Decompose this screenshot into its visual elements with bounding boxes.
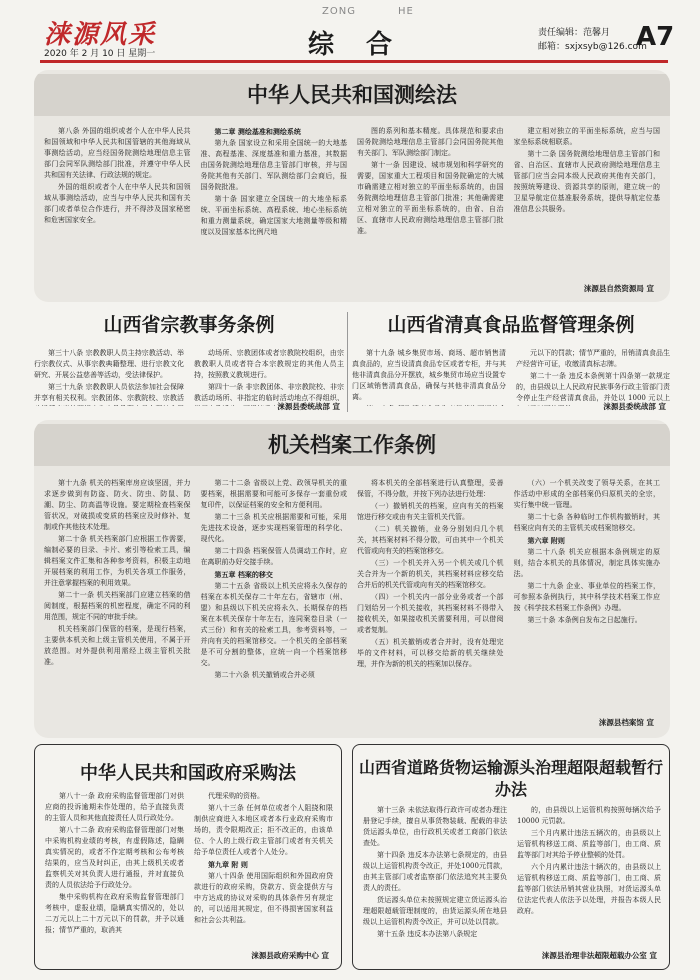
- article-procurement: [34, 744, 342, 970]
- article-byline: 涞源县自然资源局 宣: [583, 284, 654, 293]
- article-paragraph: （一）撤销机关的档案，应向有关的档案馆进行移交或由有关主管机关代管。: [357, 502, 504, 521]
- article-paragraph: 第二十一条 违反本条例第十四条第一款规定的，由县级以上人民政府民族事务行政主管部门责令停止生产经营清真食品，并处以 1000 元以上: [516, 372, 670, 402]
- article-byline: 涞源县委统战部 宣: [277, 402, 340, 411]
- article-paragraph: 第九章 附 则: [208, 860, 248, 869]
- article-paragraph: 第八十一条 政府采购监督管理部门对供应商的投诉逾期未作处理的，给予直接负责的主管人员和其他直接责任人员行政处分。: [45, 792, 184, 822]
- article-column: [516, 348, 670, 406]
- article-paragraph: 的，由县级以上运管机构按照每辆次给予 10000 元罚款。: [517, 806, 661, 825]
- article-archives: [34, 420, 670, 738]
- page-number: A7: [636, 22, 675, 52]
- article-column: [357, 478, 504, 704]
- article-paragraph: 第八十三条 任何单位或者个人阻挠和限制供应商进入本地区或者本行业政府采购市场的，责令限期改正；拒不改正的，由该单位、个人的上级行政主管部门或者有关机关给予单位责任人或者个人处分。: [194, 804, 333, 856]
- article-food: [352, 308, 670, 414]
- article-paragraph: 集中采购机构在政府采购监督管理部门考核中，虚报业绩，隐瞒真实情况的，处以二万元以上二十万元以下的罚款，并予以通报；情节严重的，取消其: [45, 893, 184, 934]
- article-column: [514, 478, 661, 704]
- article-column: [201, 478, 348, 704]
- article-paragraph: 第二十九条 企业、事业单位的档案工作，可参照本条例执行，其中科学技术档案工作应按《科学技术档案工作条例》办理。: [513, 582, 660, 612]
- article-body: [44, 126, 660, 272]
- article-paragraph: 第八条 外国的组织或者个人在中华人民共和国领域和中华人民共和国管辖的其他海域从事测绘活动，应当经国务院测绘地理信息主管部门会同军队测绘部门批准，并遵守中华人民共和国有关法律、行政法规的规定。: [44, 127, 191, 179]
- article-paragraph: 第十二条 国务院测绘地理信息主管部门和省、自治区、直辖市人民政府测绘地理信息主管部门应当会同本级人民政府其他有关部门，按照统筹建设、资源共享的原则，建立统一的卫星导航定位基准服务系统，提供导航定位基准信息公共服务。: [513, 150, 660, 213]
- article-paragraph: （三）一个机关并入另一个机关或几个机关合并为一个新的机关，其档案材料应移交给合并后的机关代管或向有关的档案馆移交。: [357, 559, 504, 589]
- article-column: [352, 348, 506, 406]
- article-byline: 涞源县政府采购中心 宣: [251, 951, 329, 960]
- article-byline: 涞源县治理非法超限超载办公室 宣: [541, 951, 657, 960]
- article-body: [352, 348, 670, 406]
- article-paragraph: 第二十三条 机关应根据需要和可能，采用先进技术设备，逐步实现档案管理的科学化、现代化。: [200, 513, 347, 543]
- article-title: 中华人民共和国测绘法: [34, 74, 670, 116]
- article-paragraph: （二）机关撤销，业务分别划归几个机关，其档案材料不得分散，可由其中一个机关代管或向有关的档案馆移交。: [357, 525, 504, 555]
- article-body: [34, 348, 344, 406]
- article-paragraph: 第二十一条 机关档案部门应建立档案的借阅制度，根据档案的机密程度，确定不同的利用范围，规定不同的审批手续。: [44, 591, 191, 621]
- article-paragraph: 第九条 国家设立和采用全国统一的大地基准、高程基准、深度基准和重力基准，其数据由国务院测绘地理信息主管部门审核，并与国务院其他有关部门、军队测绘部门会商后，报国务院批准。: [200, 139, 347, 191]
- article-paragraph: 第二十七条 各种临时工作机构撤销时，其档案应向有关的主管机关或档案馆移交。: [513, 513, 660, 532]
- article-paragraph: 第十三条 未依法取得行政许可或者办理注册登记手续，擅自从事货物装载、配载的非法货运源头单位，由行政机关或者工商部门依法查处。: [363, 806, 507, 847]
- article-title: 机关档案工作条例: [34, 424, 670, 466]
- article-paragraph: 第十条 国家建立全国统一的大地坐标系统、平面坐标系统、高程系统、地心坐标系统和重力测量系统，确定国家大地测量等级和精度以及国家基本比例尺地: [200, 195, 347, 236]
- masthead-rule: [40, 60, 668, 63]
- article-paragraph: （六）一个机关改变了领导关系，在其工作活动中形成的全部档案仍归原机关的全宗，实行集中统一管理。: [513, 479, 660, 509]
- article-paragraph: 第十四条 违反本办法第七条规定的，由县级以上运管机构责令改正，并处1000元罚款，由其主管部门或者监察部门依法追究其主要负责人的责任。: [363, 851, 507, 892]
- article-paragraph: 第五章 档案的移交: [214, 570, 273, 579]
- editor: 责任编辑：范馨月: [538, 28, 611, 38]
- article-paragraph: 第四十一条 非宗教团体、非宗教院校、非宗教活动场所、非指定的临时活动地点不得组织、: [194, 383, 344, 402]
- article-paragraph: 第二十四条 档案保管人员调动工作时，应在离职前办好交接手续。: [200, 547, 347, 566]
- article-paragraph: 元以下的罚款；情节严重的，吊销清真食品生产经营许可证，收缴清真标志牌。: [516, 349, 670, 368]
- article-paragraph: 第二十六条 机关撤销或合并必须: [214, 671, 315, 679]
- article-title: 山西省清真食品监督管理条例: [352, 308, 670, 342]
- article-paragraph: 第十九条 机关的档案库房应该坚固，并力求逐步做到有防盗、防火、防虫、防鼠、防潮、防尘、防高温等设施。要定期检查档案保管状况，对破损或变质的档案应及时修补、复制或作其他技术处理。: [44, 479, 191, 531]
- article-column: [194, 348, 344, 406]
- article-paragraph: 机关档案部门保管的档案，是现行档案，主要供本机关和上级主管机关使用，不属于开放范围。对外提供利用需经上级主管机关批准。: [44, 625, 191, 666]
- article-title: 山西省宗教事务条例: [34, 308, 344, 342]
- article-byline: 涞源县委统战部 宣: [603, 402, 666, 411]
- article-column: [517, 805, 661, 941]
- column-divider: [347, 312, 348, 412]
- article-religion: [34, 308, 344, 414]
- article-paragraph: （四）一个机关内一部分业务或者一个部门划给另一个机关接收，其档案材料不得带入接收机关，如果接收机关需要利用，可以借阅或者复制。: [357, 593, 504, 634]
- newspaper-brand: 涞源风采: [44, 20, 157, 50]
- article-paragraph: 第十五条 违反本办法第八条规定: [377, 930, 478, 938]
- article-title: 山西省道路货物运输源头治理超限超载暂行办法: [358, 758, 663, 799]
- article-paragraph: 三个月内累计违法五辆次的，由县级以上运管机构移送工商、质监等部门，由工商、质监等部门对其给予停业整顿的处罚。: [517, 829, 661, 859]
- article-column: [201, 126, 348, 272]
- email: 邮箱：sxjxsyb@126.com: [538, 42, 647, 52]
- article-column: [514, 126, 661, 272]
- article-body: [45, 791, 333, 941]
- article-paragraph: 第十一条 因建设、城市规划和科学研究的需要，国家重大工程项目和国务院确定的大城市确需建立相对独立的平面坐标系统的，由国务院测绘地理信息主管部门批准；其他确需建立相对独立的平面坐标系统的，由省、自治区、直辖市人民政府测绘地理信息主管部门批准。: [357, 161, 504, 235]
- section-pinyin-1: ZONG: [322, 6, 356, 17]
- article-paragraph: 第二十八条 机关应根据本条例规定的原则，结合本机关的具体情况，制定具体实施办法。: [513, 548, 660, 578]
- masthead: [0, 0, 700, 60]
- article-survey: [34, 70, 670, 302]
- article-column: [44, 126, 191, 272]
- article-paragraph: 六个月内累计违法十辆次的，由县级以上运管机构移送工商、质监等部门，由工商、质监等部门依法吊销其营业执照，对货运源头单位法定代表人依法予以处理，并报告本级人民政府。: [517, 863, 661, 915]
- article-freight: [352, 744, 670, 970]
- article-paragraph: 动场所、宗教团体或者宗教院校组织，由宗教教职人员或者符合本宗教规定的其他人员主持，按照教义教规进行。: [194, 349, 344, 379]
- article-paragraph: 第八十四条 使用国际组织和外国政府贷款进行的政府采购，贷款方、资金提供方与中方达成的协议对采购的具体条件另有规定的，可以适用其规定，但不得损害国家利益和社会公共利益。: [194, 872, 333, 924]
- article-paragraph: 外国的组织或者个人在中华人民共和国领域从事测绘活动，应当与中华人民共和国有关部门或者单位合作进行，并不得涉及国家秘密和危害国家安全。: [44, 183, 191, 224]
- article-paragraph: （五）机关撤销或者合并时，没有处理完毕的文件材料，可以移交给新的机关继续处理，并作为新的机关的档案加以保存。: [357, 638, 504, 668]
- article-paragraph: 将本机关的全部档案进行认真整理，妥善保管，不得分散，并按下列办法进行处理：: [357, 479, 504, 498]
- article-column: [194, 791, 333, 941]
- article-column: [44, 478, 191, 704]
- article-title: 中华人民共和国政府采购法: [80, 763, 296, 784]
- article-column: [34, 348, 184, 406]
- article-paragraph: 代理采购的资格。: [208, 792, 264, 800]
- article-paragraph: 第十九条 城乡集贸市场、商场、超市销售清真食品的，应当设清真食品专区或者专柜，并与其他非清真食品分开摆放，城乡集贸市场应当设置专门区域销售清真食品，确保与其他非清真食品分离。: [352, 349, 506, 401]
- article-paragraph: 第三十八条 宗教教职人员主持宗教活动、举行宗教仪式、从事宗教典籍整理、进行宗教文化研究、开展公益慈善等活动，受法律保护。: [34, 349, 184, 379]
- article-paragraph: 第六章 附则: [527, 536, 565, 545]
- article-paragraph: [352, 404, 506, 406]
- article-body: [363, 805, 661, 941]
- editor-info: [538, 26, 647, 54]
- section-pinyin-2: HE: [398, 6, 414, 17]
- article-paragraph: 图的系列和基本精度。具体规范和要求由国务院测绘地理信息主管部门会同国务院其他有关部门、军队测绘部门制定。: [357, 127, 504, 157]
- issue-date: 2020 年 2 月 10 日 星期一: [44, 49, 156, 59]
- article-paragraph: 第八十二条 政府采购监督管理部门对集中采购机构业绩的考核，有虚假陈述，隐瞒真实情况的，或者不作定期考核和公布考核结果的，应当及时纠正，由其上级机关或者监察机关对其负责人进行通报，并对直接负责的人员依法给予行政处分。: [45, 826, 184, 889]
- article-paragraph: 货运源头单位未按照规定建立货运源头治理超限超载管理制度的，由货运源头所在地县级以上运管机构责令改正，并可以处以罚款。: [363, 896, 507, 926]
- article-column: [363, 805, 507, 941]
- article-paragraph: 建立相对独立的平面坐标系统，应当与国家坐标系统相联系。: [513, 127, 660, 146]
- article-byline: 涞源县档案馆 宣: [598, 718, 654, 727]
- article-paragraph: 第二十二条 省级以上党、政领导机关的重要档案，根据需要和可能可多保存一套重份或复印件，以保证档案的安全和方便利用。: [200, 479, 347, 509]
- article-paragraph: 第三十条 本条例自发布之日起施行。: [527, 616, 642, 624]
- article-paragraph: 第二章 测绘基准和测绘系统: [214, 127, 301, 136]
- section-title: 综合: [308, 30, 425, 60]
- article-column: [357, 126, 504, 272]
- article-paragraph: 第二十五条 省级以上机关应将永久保存的档案在本机关保存二十年左右，省辖市（州、盟）和县级以下机关应将永久、长期保存的档案在本机关保存十年左右，连同案卷目录（一式三份）和有关的检索工具，参考资料等，一并向有关的档案馆移交。一个机关的全部档案是不可分割的整体，应统一向一个档案馆移交。: [200, 582, 347, 667]
- article-paragraph: 第三十九条 宗教教职人员依法参加社会保障并享有相关权利。宗教团体、宗教院校、宗教活: [34, 383, 184, 402]
- article-column: [45, 791, 184, 941]
- article-body: [44, 478, 660, 704]
- article-paragraph: 第二十条 机关档案部门应根据工作需要，编制必要的目录、卡片、索引等检索工具，编辑档案文件汇集和各种参考资料，积极主动地开展档案的利用工作，为机关各项工作服务，并注意掌握档案的利用效果。: [44, 535, 191, 587]
